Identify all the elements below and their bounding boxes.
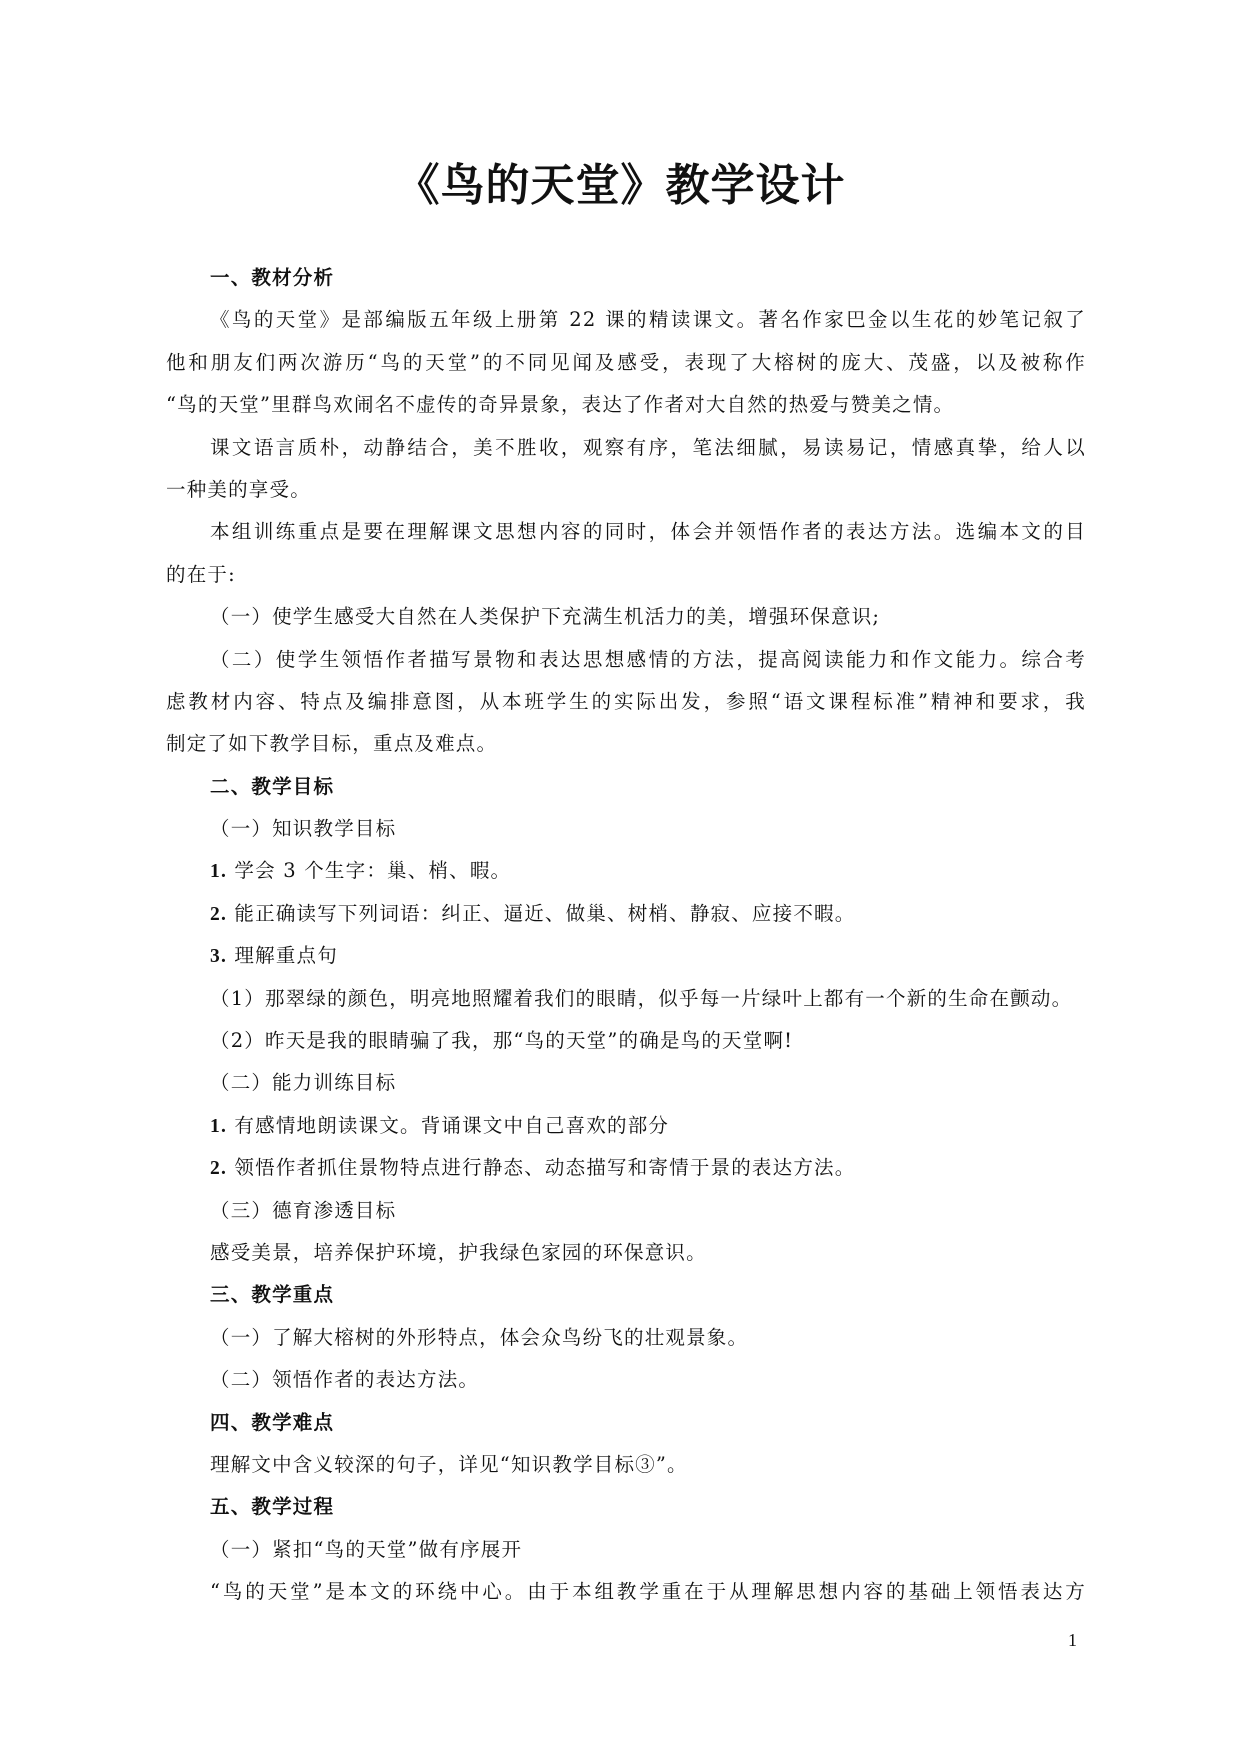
item-text: 领悟作者抓住景物特点进行静态、动态描写和寄情于景的表达方法。 xyxy=(227,1156,856,1180)
subheading: （三）德育渗透目标 xyxy=(210,1198,397,1222)
subheading: （二）能力训练目标 xyxy=(210,1071,397,1095)
section-heading-2: 二、教学目标 xyxy=(210,774,335,798)
section-heading-4: 四、教学难点 xyxy=(210,1410,335,1434)
list-item xyxy=(166,850,1086,892)
item-number: 1. xyxy=(210,1115,228,1137)
list-item: （二）使学生领悟作者描写景物和表达思想感情的方法，提高阅读能力和作文能力。综合考 xyxy=(210,647,1086,671)
section-heading-5: 五、教学过程 xyxy=(210,1495,335,1519)
document-title: 《鸟的天堂》教学设计 xyxy=(395,160,846,211)
subheading: （一）知识教学目标 xyxy=(210,817,397,841)
item-text: 有感情地朗读课文。背诵课文中自己喜欢的部分 xyxy=(227,1113,670,1137)
item-text: 理解重点句 xyxy=(227,944,338,968)
paragraph-line: 的在于: xyxy=(166,562,236,586)
paragraph-line: “鸟的天堂”是本文的环绕中心。由于本组教学重在于从理解思想内容的基础上领悟表达方 xyxy=(210,1580,1086,1604)
paragraph-line: 虑教材内容、特点及编排意图，从本班学生的实际出发，参照“语文课程标准”精神和要求，我 xyxy=(166,689,1086,713)
item-text: 能正确读写下列词语：纠正、逼近、做巢、树梢、静寂、应接不暇。 xyxy=(227,901,856,925)
paragraph-line: 课文语言质朴，动静结合，美不胜收，观察有序，笔法细腻，易读易记，情感真挚，给人以 xyxy=(210,435,1086,459)
paragraph-line: 理解文中含义较深的句子，详见“知识教学目标③”。 xyxy=(210,1452,688,1476)
item-number: 2. xyxy=(210,1158,228,1180)
paragraph-line: 一种美的享受。 xyxy=(166,477,311,501)
document-body xyxy=(166,257,1086,1614)
item-text: 学会 3 个生字：巢、梢、暇。 xyxy=(227,859,512,883)
paragraph-line: 本组训练重点是要在理解课文思想内容的同时，体会并领悟作者的表达方法。选编本文的目 xyxy=(210,520,1086,544)
list-item: （二）领悟作者的表达方法。 xyxy=(210,1368,480,1392)
list-item: （一）使学生感受大自然在人类保护下充满生机活力的美，增强环保意识; xyxy=(210,605,881,629)
item-number: 2. xyxy=(210,903,228,925)
key-sentence: （2）昨天是我的眼睛骗了我，那“鸟的天堂”的确是鸟的天堂啊! xyxy=(210,1029,794,1053)
key-sentence: （1）那翠绿的颜色，明亮地照耀着我们的眼睛，似乎每一片绿叶上都有一个新的生命在颤动。 xyxy=(210,986,1073,1010)
paragraph-line: 《鸟的天堂》是部编版五年级上册第 22 课的精读课文。著名作家巴金以生花的妙笔记叙了 xyxy=(210,308,1086,332)
list-item xyxy=(166,935,1086,977)
paragraph-line: “鸟的天堂”里群鸟欢闹名不虚传的奇异景象，表达了作者对大自然的热爱与赞美之情。 xyxy=(166,393,955,417)
list-item xyxy=(166,1105,1086,1147)
item-number: 1. xyxy=(210,861,228,883)
paragraph-line: 感受美景，培养保护环境，护我绿色家园的环保意识。 xyxy=(210,1240,707,1264)
list-item: （一）了解大榕树的外形特点，体会众鸟纷飞的壮观景象。 xyxy=(210,1325,749,1349)
list-item xyxy=(166,1147,1086,1189)
page-number: 1 xyxy=(1068,1630,1077,1650)
item-number: 3. xyxy=(210,946,228,968)
section-heading-3: 三、教学重点 xyxy=(210,1283,335,1307)
subheading: （一）紧扣“鸟的天堂”做有序展开 xyxy=(210,1537,523,1561)
paragraph-line: 制定了如下教学目标，重点及难点。 xyxy=(166,732,498,756)
paragraph-line: 他和朋友们两次游历“鸟的天堂”的不同见闻及感受，表现了大榕树的庞大、茂盛，以及被称作 xyxy=(166,350,1086,374)
list-item xyxy=(166,893,1086,935)
section-heading-1: 一、教材分析 xyxy=(210,266,335,289)
